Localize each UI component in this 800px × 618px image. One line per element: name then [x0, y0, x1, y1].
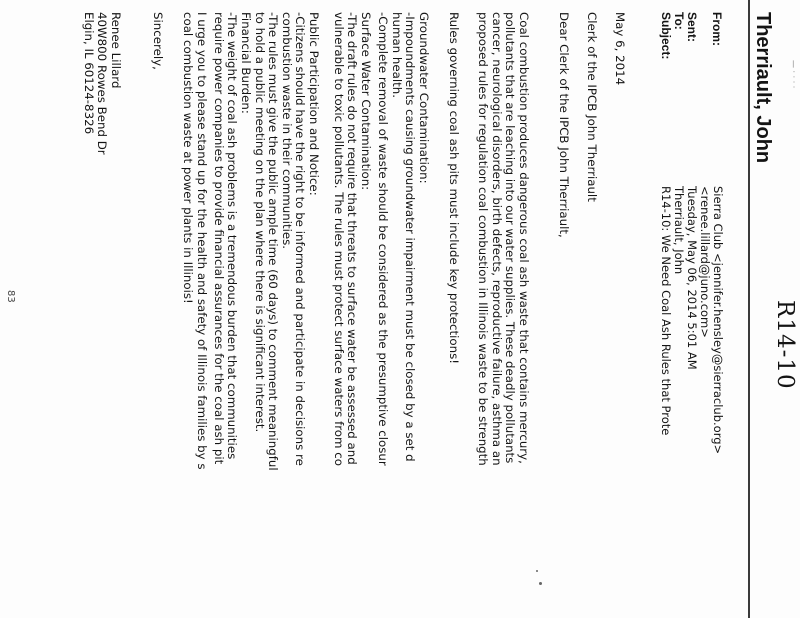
section-line: -Impoundments causing groundwater impairment must be closed by a set d	[403, 12, 418, 462]
section-heading: Surface Water Contamination:	[359, 12, 373, 191]
intro-line: Coal combustion produces dangerous coal ash waste that contains mercury,	[517, 12, 531, 464]
section-groundwater	[376, 12, 430, 466]
page-number: 83	[5, 290, 16, 303]
letter-recipient: Clerk of the IPCB John Therriault	[585, 12, 599, 202]
to-value: Therriault, John	[672, 186, 686, 275]
signer-street: 40W800 Rowes Bend Dr	[95, 12, 110, 155]
section-line: combustion waste in their communities.	[279, 12, 294, 250]
section-line: vulnerable to toxic pollutants. The rules must protect surface waters from co	[331, 12, 346, 466]
intro-line: cancer, neurological disorders, birth defects, reproductive failure, asthma an	[489, 12, 504, 466]
sent-label: Sent:	[685, 12, 699, 42]
section-line: -The weight of coal ash problems is a tremendous burden that communities	[225, 12, 240, 460]
section-public-participation	[252, 12, 320, 471]
section-heading: Public Participation and Notice:	[307, 12, 321, 196]
signer-name: Renee Lillard	[109, 12, 123, 89]
intro-line: proposed rules for regulation coal combustion in Illinois waste to be strength	[476, 12, 491, 466]
docket-stamp: R14-10	[772, 300, 798, 390]
header-name: Therriault, John	[752, 12, 774, 164]
intro-line: pollutants that are leaching into our water supplies. These deadly pollutants	[503, 12, 518, 464]
header-rule	[748, 0, 750, 618]
intro-paragraph	[476, 12, 530, 466]
signature-block	[81, 12, 122, 155]
letter-date: May 6, 2014	[613, 12, 627, 86]
scan-noise: — · · · ·	[789, 60, 798, 89]
subject-value: R14-10: We Need Coal Ash Rules that Prote	[659, 186, 673, 436]
from-label: From:	[710, 12, 724, 46]
closing-line: coal combustion waste at power plants in Illinois!	[181, 12, 196, 304]
signoff: Sincerely,	[151, 12, 165, 70]
section-heading: Groundwater Contamination:	[417, 12, 431, 184]
closing-paragraph	[181, 12, 208, 470]
subject-label: Subject:	[659, 12, 673, 60]
rules-heading: Rules governing coal ash pits must include key protections!	[447, 12, 461, 364]
to-label: To:	[672, 12, 686, 30]
section-line: -Complete removal of waste should be considered as the presumptive closur	[376, 12, 391, 466]
from-value: Sierra Club <jennifer.hensley@sierraclub.org>	[711, 186, 725, 455]
salutation: Dear Clerk of the IPCB John Therriault,	[557, 12, 571, 238]
section-heading: Financial Burden:	[239, 12, 253, 114]
signer-city: Elgin, IL 60124-8326	[81, 12, 96, 135]
scan-speck	[536, 570, 538, 572]
section-line: to hold a public meeting on the plan where there is significant interest.	[252, 12, 267, 433]
section-line: human health.	[389, 12, 404, 98]
section-surface-water	[331, 12, 372, 466]
section-line: require power companies to provide financial assurances for the coal ash pit	[211, 12, 226, 465]
from-value-email: <renee.lillard@juno.com>	[698, 186, 712, 338]
section-line: -The draft rules do not require that threats to surface water be assessed and	[345, 12, 360, 465]
section-line: -The rules must give the public ample time (60 days) to comment meaningful	[266, 12, 281, 471]
closing-line: I urge you to please stand up for the health and safety of Illinois families by s	[195, 12, 209, 470]
section-financial-burden	[211, 12, 252, 464]
scan-speck	[539, 582, 542, 585]
section-line: -Citizens should have the right to be informed and participate in decisions re	[293, 12, 308, 466]
sent-value: Tuesday, May 06, 2014 5:01 AM	[685, 186, 699, 370]
